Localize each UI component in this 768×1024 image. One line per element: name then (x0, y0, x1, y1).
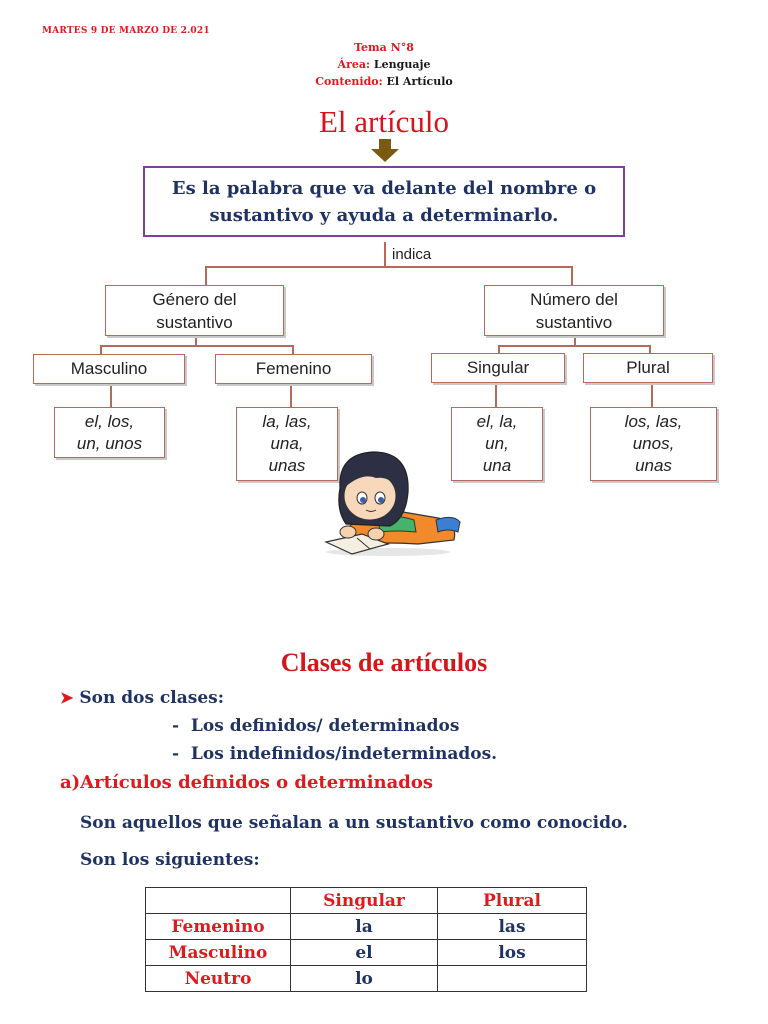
masculino-articles-line-1: el, los, (84, 412, 135, 431)
plural-articles-line-1: los, las, (624, 412, 683, 431)
table-corner-cell (146, 888, 291, 914)
plural-articles-line-2: unos, (632, 434, 675, 453)
connector-line (100, 345, 293, 347)
definition-box (143, 166, 625, 237)
dash-icon: - (172, 716, 191, 736)
table-row (146, 940, 587, 966)
numero-box (484, 285, 664, 336)
table-header-row (146, 888, 587, 914)
table-cell: lo (291, 966, 438, 992)
table-cell: la (291, 914, 438, 940)
table-row (146, 914, 587, 940)
table-row (146, 966, 587, 992)
contenido-label: Contenido: (315, 75, 383, 88)
genero-line-2: sustantivo (156, 313, 233, 332)
tema-text: Tema N°8 (354, 41, 414, 54)
contenido-value: El Artículo (386, 75, 453, 88)
bullet-line (60, 688, 224, 708)
singular-articles-line-3: una (482, 456, 512, 475)
table-cell (438, 966, 587, 992)
list-item-text: Los definidos/ determinados (190, 716, 460, 736)
femenino-articles-line-1: la, las, (262, 412, 312, 431)
table-header-cell: Plural (438, 888, 587, 914)
masculino-articles-line-2: un, unos (76, 434, 143, 453)
area-line (0, 58, 768, 71)
table-cell: el (291, 940, 438, 966)
indica-label: indica (392, 246, 432, 263)
femenino-articles-line-3: unas (268, 456, 306, 475)
connector-line (498, 345, 650, 347)
area-value: Lenguaje (373, 58, 431, 71)
bullet-arrow-icon: ➤ (60, 688, 74, 707)
down-arrow-icon (371, 139, 399, 163)
singular-label: Singular (466, 358, 530, 377)
table-header-cell: Singular (291, 888, 438, 914)
connector-line (205, 266, 572, 268)
connector-line (290, 383, 292, 407)
siguientes-text: Son los siguientes: (80, 850, 260, 870)
table-cell: los (438, 940, 587, 966)
definition-line-1: Es la palabra que va delante del nombre o (171, 178, 597, 199)
table-cell: las (438, 914, 587, 940)
date-text: MARTES 9 DE MARZO DE 2.021 (42, 26, 210, 36)
list-item (172, 716, 459, 736)
genero-line-1: Género del (152, 290, 237, 309)
area-label: Área: (337, 58, 371, 71)
connector-line (571, 266, 573, 286)
contenido-line (0, 75, 768, 88)
dash-icon: - (172, 744, 191, 764)
plural-articles-line-3: unas (635, 456, 672, 475)
plural-articles-box (590, 407, 717, 481)
plural-box (583, 353, 713, 383)
connector-line (651, 383, 653, 407)
masculino-box (33, 354, 185, 384)
connector-line (384, 242, 386, 267)
connector-line (495, 383, 497, 407)
table-row-label: Masculino (146, 940, 291, 966)
connector-line (205, 266, 207, 286)
bullet-text: Son dos clases: (79, 688, 224, 708)
genero-box (105, 285, 284, 336)
singular-articles-box (451, 407, 543, 481)
singular-articles-line-1: el, la, (476, 412, 518, 431)
femenino-articles-line-2: una, (270, 434, 304, 453)
plural-label: Plural (626, 358, 670, 377)
femenino-box (215, 354, 372, 384)
masculino-label: Masculino (70, 359, 148, 378)
tema-label (0, 41, 768, 54)
singular-box (431, 353, 565, 383)
table-row-label: Neutro (146, 966, 291, 992)
connector-line (110, 383, 112, 407)
singular-articles-line-2: un, (485, 434, 509, 453)
numero-line-2: sustantivo (535, 313, 613, 332)
section-title: Clases de artículos (280, 648, 488, 677)
femenino-label: Femenino (255, 359, 332, 378)
definition-line-2: sustantivo y ayuda a determinarlo. (209, 205, 559, 226)
masculino-articles-box (54, 407, 165, 458)
section-a-heading: a)Artículos definidos o determinados (60, 772, 434, 793)
list-item-text: Los indefinidos/indeterminados. (190, 744, 498, 764)
list-item (172, 744, 497, 764)
definition-text: Son aquellos que señalan a un sustantivo como conocido. (80, 813, 628, 833)
page-title: El artículo (319, 104, 449, 139)
table-row-label: Femenino (146, 914, 291, 940)
articles-table (145, 887, 587, 992)
girl-reading-illustration (318, 448, 463, 558)
numero-line-1: Número del (530, 290, 618, 309)
